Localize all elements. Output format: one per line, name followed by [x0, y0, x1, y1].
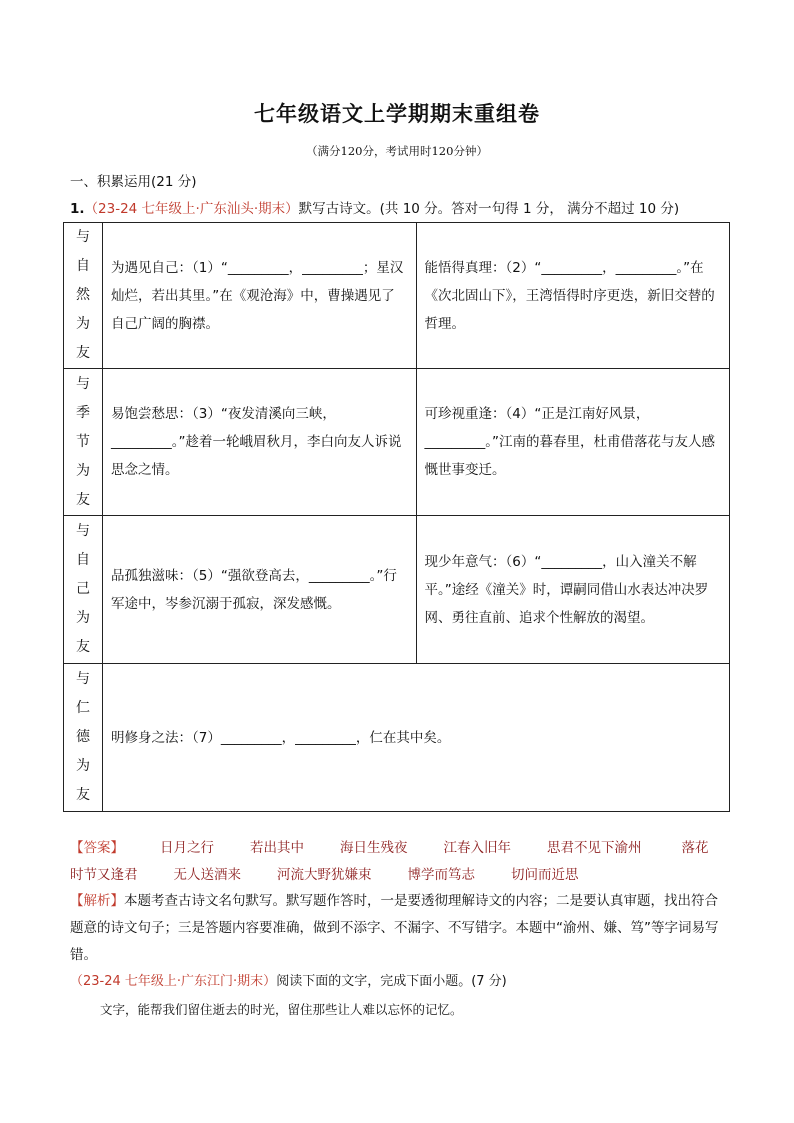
table-cell: 为遇见自己：（1）“_________，_________；星汉灿烂，若出其里。”在《观沧海》中，曹操遇见了自己广阔的胸襟。	[103, 223, 417, 369]
theme-char: 季	[76, 404, 90, 421]
section-heading: 一、积累运用(21 分)	[70, 174, 197, 190]
theme-char: 然	[76, 287, 90, 303]
answer-block	[70, 835, 730, 889]
table-cell: 能悟得真理：（2）“_________，_________。”在《次北固山下》，王湾悟得时序更迭，新旧交替的哲理。	[416, 223, 730, 369]
answer-item: 落花	[681, 840, 709, 856]
theme-char: 节	[76, 433, 90, 450]
question-source: （23-24 七年级上·广东汕头·期末）	[84, 201, 299, 217]
theme-char: 友	[76, 491, 90, 508]
theme-char: 为	[76, 610, 90, 626]
theme-char: 友	[76, 345, 90, 361]
poem-table	[63, 222, 730, 812]
question-number: 1.	[70, 201, 85, 217]
question-source: （23-24 七年级上·广东江门·期末）	[70, 974, 277, 989]
answer-item: 河流大野犹嫌束	[277, 867, 372, 883]
answer-item: 博学而笃志	[407, 867, 475, 883]
theme-char: 德	[76, 729, 90, 745]
theme-char: 为	[76, 758, 90, 774]
row-theme	[64, 369, 103, 516]
answer-item: 日月之行	[160, 840, 214, 856]
theme-char: 自	[76, 258, 90, 274]
theme-char: 仁	[76, 700, 90, 716]
answer-item: 海日生残夜	[340, 840, 408, 856]
table-row	[64, 369, 730, 516]
question-2-header	[70, 970, 507, 989]
answer-tag: 【答案】	[70, 840, 124, 856]
answer-item: 切问而近思	[511, 867, 579, 883]
answer-item: 无人送酒来	[173, 867, 241, 883]
theme-char: 友	[76, 787, 90, 803]
analysis-text: 本题考查古诗文名句默写。默写题作答时，一是要透彻理解诗文的内容；二是要认真审题，找出符合题意的诗文句子；三是答题内容要准确，做到不添字、不漏字、不写错字。本题中“渝州、嫌、笃”等字词易写错。	[70, 893, 719, 963]
theme-char: 与	[76, 229, 90, 245]
answer-item: 江春入旧年	[443, 840, 511, 856]
theme-char: 与	[76, 671, 90, 687]
theme-char: 为	[76, 462, 90, 479]
question-1-header	[70, 197, 679, 217]
table-cell: 易饱尝愁思：（3）“夜发清溪向三峡，_________。”趁着一轮峨眉秋月，李白向友人诉说思念之情。	[103, 369, 417, 516]
answer-item: 若出其中	[250, 840, 304, 856]
theme-char: 与	[76, 523, 90, 539]
table-cell: 可珍视重逢：（4）“正是江南好风景，_________。”江南的暮春里，杜甫借落花与友人感慨世事变迁。	[416, 369, 730, 516]
answer-item: 思君不见下渝州	[547, 840, 642, 856]
answer-item: 时节又逢君	[70, 867, 138, 883]
table-cell: 现少年意气：（6）“_________，山入潼关不解平。”途经《潼关》时，谭嗣同借山水表达冲决罗网、勇往直前、追求个性解放的渴望。	[416, 516, 730, 664]
theme-char: 友	[76, 639, 90, 655]
table-row	[64, 223, 730, 369]
theme-char: 与	[76, 375, 90, 392]
table-row	[64, 664, 730, 812]
theme-char: 为	[76, 316, 90, 332]
table-cell: 明修身之法：（7）_________，_________，仁在其中矣。	[103, 664, 730, 812]
row-theme	[64, 516, 103, 664]
theme-char: 己	[76, 581, 90, 597]
analysis-tag: 【解析】	[70, 893, 124, 909]
page-title: 七年级语文上学期期末重组卷	[254, 102, 540, 126]
table-row	[64, 516, 730, 664]
reading-passage: 文字，能帮我们留住逝去的时光，留住那些让人难以忘怀的记忆。	[100, 1002, 463, 1017]
row-theme	[64, 664, 103, 812]
row-theme	[64, 223, 103, 369]
analysis-block	[70, 888, 730, 969]
theme-char: 自	[76, 552, 90, 568]
question-instruction: 默写古诗文。(共 10 分。答对一句得 1 分， 满分不超过 10 分)	[298, 201, 680, 217]
question-instruction: 阅读下面的文字，完成下面小题。(7 分)	[276, 974, 507, 989]
exam-info: （满分120分，考试用时120分钟）	[306, 144, 488, 158]
table-cell: 品孤独滋味：（5）“强欲登高去，_________。”行军途中，岑参沉溺于孤寂，深发感慨。	[103, 516, 417, 664]
